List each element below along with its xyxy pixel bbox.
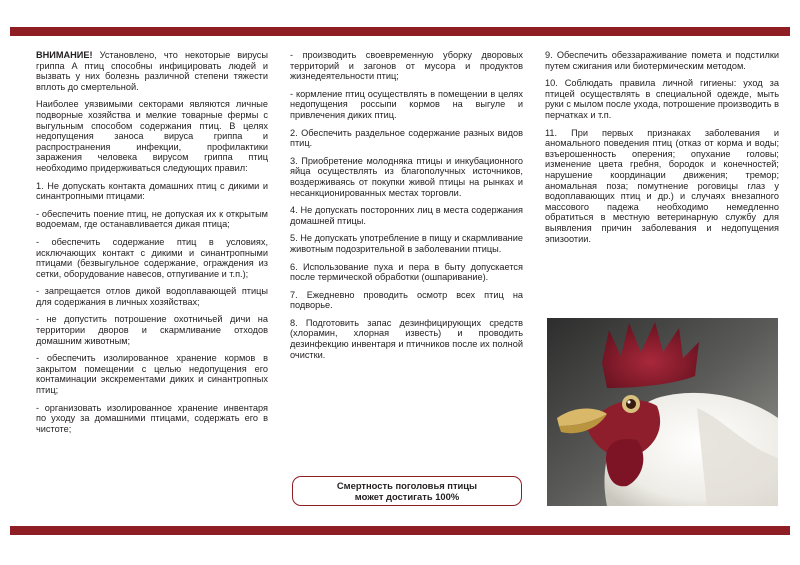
rule-5: 5. Не допускать употребление в пищу и скармливание животным подозрительной в заболевании птицы. xyxy=(290,233,523,254)
column-2 xyxy=(290,50,523,367)
callout-line-1: Смертность поголовья птицы xyxy=(336,480,478,491)
intro-paragraph: Наиболее уязвимыми секторами являются личные подворные хозяйства и мелкие товарные фермы с выгульным способом содержания птиц. В целях недопущения заноса вируса гриппа и распространения инфекции, профилактики заражения человека вирусом гриппа птиц необходимо придерживаться следующих правил: xyxy=(36,99,268,173)
rule-10: 10. Соблюдать правила личной гигиены: уход за птицей осуществлять в специальной одежде, мыть руки с мылом после ухода, потрошение производить в перчатках и т.п. xyxy=(545,78,779,120)
rule-11: 11. При первых признаках заболевания и аномального поведения птиц (отказ от корма и воды; взъерошенность оперения; опухание головы; изменение цвета гребня, бородок и конечностей; нарушение координации движения; тремор; аномальная поза; помутнение роговицы глаз у водоплавающих птиц и др.) и случаях внезапного массового падежа необходимо немедленно обратиться в местную ветеринарную службу для выявления причин заболевания и недопущения эпизоотии. xyxy=(545,127,779,244)
rule-2: 2. Обеспечить раздельное содержание разных видов птиц. xyxy=(290,127,523,149)
rule-6: 6. Использование пуха и пера в быту допускается после термической обработки (ошпаривание). xyxy=(290,261,523,283)
rule-8: 8. Подготовить запас дезинфицирующих средств (хлорамин, хлорная известь) и проводить дезинфекцию инвентаря и птичников после их полной очистки. xyxy=(290,317,523,360)
warning-paragraph xyxy=(36,50,268,92)
rooster-illustration xyxy=(547,318,778,506)
rule-3: 3. Приобретение молодняка птицы и инкубационного яйца осуществлять из благополучных источников, воздерживаясь от покупки живой птицы на рынках и несанкционированных местах торговли. xyxy=(290,155,523,198)
top-accent-bar xyxy=(10,27,790,36)
column-3 xyxy=(545,50,779,251)
bullet-item: - производить своевременную уборку дворовых территорий и загонов от мусора и продуктов жизнедеятельности птиц; xyxy=(290,50,523,82)
warning-heading: ВНИМАНИЕ! xyxy=(36,50,93,60)
rule-4: 4. Не допускать посторонних лиц в места содержания домашней птицы. xyxy=(290,205,523,226)
rule-1: 1. Не допускать контакта домашних птиц с дикими и синантропными птицами: xyxy=(36,180,268,202)
column-1 xyxy=(36,50,268,441)
mortality-callout xyxy=(292,476,522,506)
rooster-photo xyxy=(547,318,778,506)
warning-text: Установлено, что некоторые вирусы гриппа А птиц способны инфицировать людей и вызвать у них болезнь различной степени тяжести вплоть до смертельной. xyxy=(36,50,268,92)
bullet-item: - кормление птиц осуществлять в помещении в целях недопущения россыпи кормов на выгуле и привлечения диких птиц. xyxy=(290,88,523,120)
bullet-item: - запрещается отлов дикой водоплавающей птицы для содержания в личных хозяйствах; xyxy=(36,286,268,307)
bullet-item: - организовать изолированное хранение инвентаря по уходу за домашними птицами, содержать его в чистоте; xyxy=(36,402,268,434)
callout-line-2: может достигать 100% xyxy=(354,491,460,502)
bottom-accent-bar xyxy=(10,526,790,535)
rule-9: 9. Обеспечить обеззараживание помета и подстилки путем сжигания или биотермическим методом. xyxy=(545,50,779,71)
bullet-item: - обеспечить изолированное хранение кормов в закрытом помещении с целью недопущения его контаминации экскрементами диких и синантропных птиц; xyxy=(36,353,268,396)
bullet-item: - не допустить потрошение охотничьей дичи на территории дворов и скармливание отходов домашним животным; xyxy=(36,314,268,346)
rule-7: 7. Ежедневно проводить осмотр всех птиц на подворье. xyxy=(290,289,523,311)
bullet-item: - обеспечить содержание птиц в условиях, исключающих контакт с дикими и синантропными птицами (безвыгульное содержание, ограждения из сетки, оборудование навесов, отпугивание и т.п.); xyxy=(36,236,268,279)
bullet-item: - обеспечить поение птиц, не допуская их к открытым водоемам, где останавливается дикая птица; xyxy=(36,208,268,230)
